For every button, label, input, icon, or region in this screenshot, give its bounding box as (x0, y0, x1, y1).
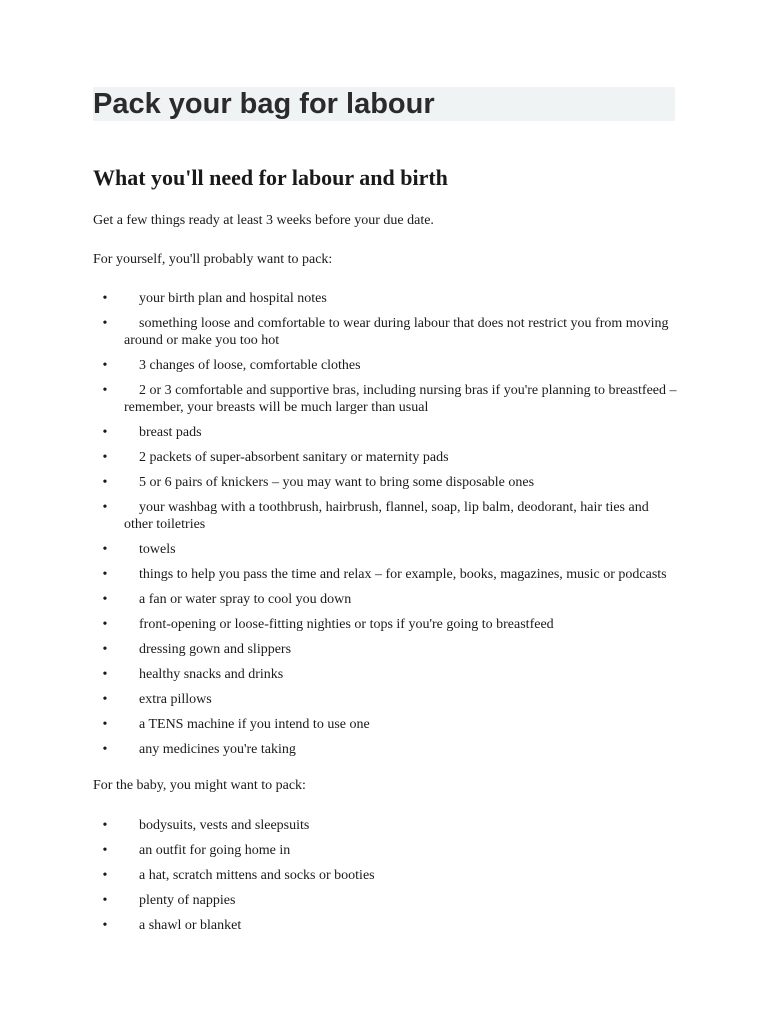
list-item (93, 357, 678, 374)
list-item (93, 666, 678, 683)
bullet-marker: • (102, 425, 108, 440)
list-item-text: a fan or water spray to cool you down (139, 592, 352, 607)
section-heading: What you'll need for labour and birth (93, 165, 448, 190)
list-item-text: 2 or 3 comfortable and supportive bras, including nursing bras if you're planning to breastfeed – remember, your breasts will be much larger than usual (124, 383, 677, 415)
list-item-text: extra pillows (139, 692, 212, 707)
bullet-marker: • (102, 450, 108, 465)
list-item-text: dressing gown and slippers (139, 642, 292, 657)
list-item (93, 424, 678, 441)
list-item (93, 917, 678, 934)
list-item-text: 2 packets of super-absorbent sanitary or maternity pads (139, 450, 449, 465)
page-title: Pack your bag for labour (93, 87, 675, 121)
list-item-text: something loose and comfortable to wear during labour that does not restrict you from moving around or make you too hot (124, 316, 669, 348)
bullet-marker: • (102, 542, 108, 557)
bullet-marker: • (102, 692, 108, 707)
list-item (93, 616, 678, 633)
list-item (93, 716, 678, 733)
list-item-text: bodysuits, vests and sleepsuits (139, 818, 310, 833)
list-item-text: your washbag with a toothbrush, hairbrush, flannel, soap, lip balm, deodorant, hair ties and other toiletries (124, 500, 649, 532)
list-item-text: breast pads (139, 425, 202, 440)
list-item (93, 566, 678, 583)
bullet-marker: • (102, 818, 108, 833)
bullet-marker: • (102, 567, 108, 582)
bullet-marker: • (102, 868, 108, 883)
bullet-marker: • (102, 358, 108, 373)
bullet-marker: • (102, 383, 108, 398)
list-item-text: a shawl or blanket (139, 918, 242, 933)
list-item (93, 474, 678, 491)
list-item (93, 382, 678, 416)
list-item (93, 892, 678, 909)
yourself-packing-list (93, 290, 678, 758)
list-item-text: towels (139, 542, 176, 557)
bullet-marker: • (102, 316, 108, 331)
list-item-text: any medicines you're taking (139, 742, 296, 757)
list-item-text: a TENS machine if you intend to use one (139, 717, 370, 732)
list-item (93, 315, 678, 349)
bullet-marker: • (102, 918, 108, 933)
list-item (93, 449, 678, 466)
bullet-marker: • (102, 592, 108, 607)
bullet-marker: • (102, 843, 108, 858)
baby-packing-list (93, 817, 678, 934)
list-item (93, 741, 678, 758)
list-item-text: things to help you pass the time and relax – for example, books, magazines, music or podcasts (139, 567, 667, 582)
list-item (93, 541, 678, 558)
list-item (93, 641, 678, 658)
list-item (93, 290, 678, 307)
bullet-marker: • (102, 500, 108, 515)
list-item (93, 867, 678, 884)
list-item-text: a hat, scratch mittens and socks or booties (139, 868, 375, 883)
list-item (93, 499, 678, 533)
list-item (93, 842, 678, 859)
list-item-text: 3 changes of loose, comfortable clothes (139, 358, 361, 373)
bullet-marker: • (102, 667, 108, 682)
bullet-marker: • (102, 475, 108, 490)
list-item (93, 591, 678, 608)
yourself-intro-paragraph: For yourself, you'll probably want to pack: (93, 252, 333, 267)
list-item (93, 817, 678, 834)
bullet-marker: • (102, 742, 108, 757)
bullet-marker: • (102, 893, 108, 908)
bullet-marker: • (102, 642, 108, 657)
intro-paragraph: Get a few things ready at least 3 weeks before your due date. (93, 213, 434, 228)
bullet-marker: • (102, 617, 108, 632)
list-item-text: 5 or 6 pairs of knickers – you may want to bring some disposable ones (139, 475, 535, 490)
bullet-marker: • (102, 291, 108, 306)
list-item-text: plenty of nappies (139, 893, 236, 908)
bullet-marker: • (102, 717, 108, 732)
list-item-text: an outfit for going home in (139, 843, 291, 858)
list-item-text: your birth plan and hospital notes (139, 291, 327, 306)
baby-intro-paragraph: For the baby, you might want to pack: (93, 778, 306, 793)
list-item-text: healthy snacks and drinks (139, 667, 284, 682)
list-item-text: front-opening or loose-fitting nighties or tops if you're going to breastfeed (139, 617, 554, 632)
list-item (93, 691, 678, 708)
